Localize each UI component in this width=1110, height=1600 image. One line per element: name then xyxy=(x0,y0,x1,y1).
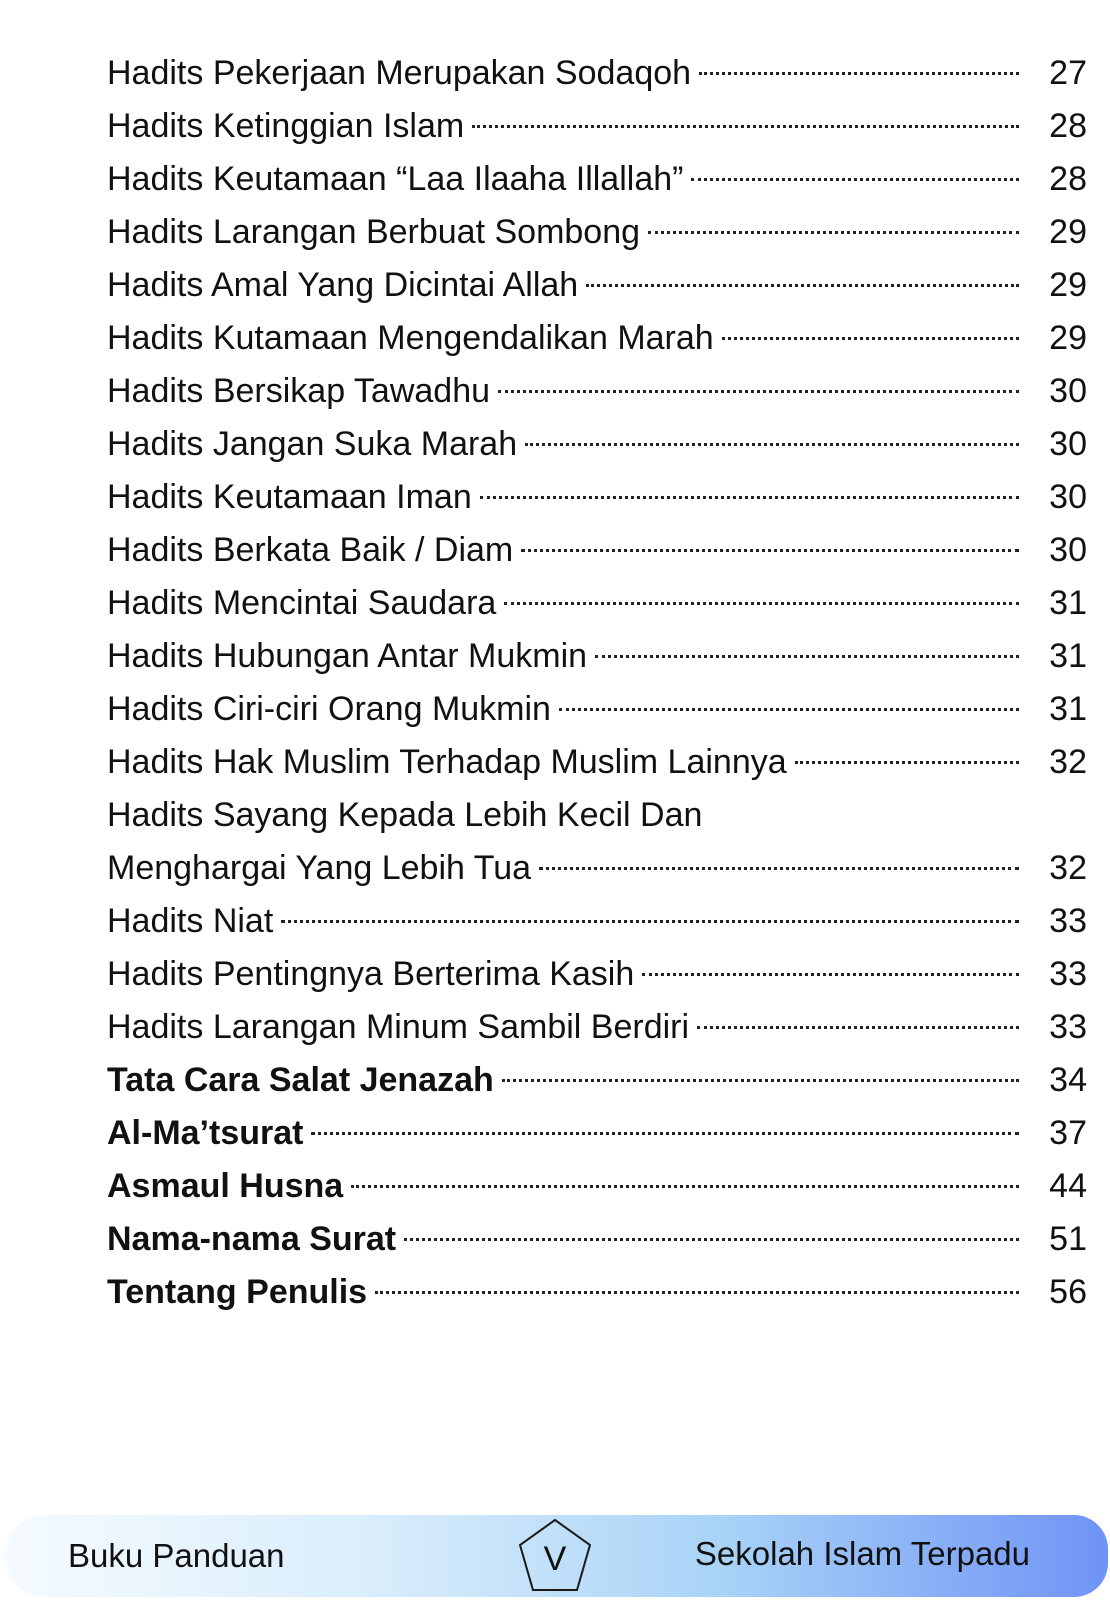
dot-leader xyxy=(472,125,1019,128)
toc-entry-page: 30 xyxy=(1049,531,1087,569)
toc-entry-page: 30 xyxy=(1049,425,1087,463)
toc-entry xyxy=(107,312,1087,365)
toc-entry xyxy=(107,47,1087,100)
toc-entry xyxy=(107,365,1087,418)
toc-entry-page: 34 xyxy=(1049,1061,1087,1099)
toc-entry-title: Hadits Keutamaan “Laa Ilaaha Illallah” xyxy=(107,160,684,198)
toc-entry-page: 44 xyxy=(1049,1167,1087,1205)
dot-leader xyxy=(648,231,1019,234)
toc-entry-page: 29 xyxy=(1049,266,1087,304)
dot-leader xyxy=(311,1132,1019,1135)
toc-entry-page: 33 xyxy=(1049,1008,1087,1046)
footer-school-name: Sekolah Islam Terpadu xyxy=(694,1535,1030,1572)
toc-entry-page: 32 xyxy=(1049,849,1087,887)
toc-entry xyxy=(107,895,1087,948)
toc-entry-title: Hadits Mencintai Saudara xyxy=(107,584,497,622)
dot-leader xyxy=(480,496,1019,499)
toc-entry-page: 33 xyxy=(1049,955,1087,993)
toc-entry xyxy=(107,206,1087,259)
dot-leader xyxy=(586,284,1019,287)
toc-entry xyxy=(107,153,1087,206)
toc-entry-title: Nama-nama Surat xyxy=(107,1220,397,1258)
dot-leader xyxy=(504,602,1019,605)
toc-entry-title: Menghargai Yang Lebih Tua xyxy=(107,849,532,887)
dot-leader xyxy=(699,72,1019,75)
toc-entry xyxy=(107,1160,1087,1213)
toc-entry-title: Hadits Bersikap Tawadhu xyxy=(107,372,491,410)
dot-leader xyxy=(722,337,1019,340)
toc-entry-title: Hadits Pekerjaan Merupakan Sodaqoh xyxy=(107,54,692,92)
toc-entry-title: Hadits Larangan Minum Sambil Berdiri xyxy=(107,1008,690,1046)
toc-entry-title: Asmaul Husna xyxy=(107,1167,344,1205)
toc-entry-page: 33 xyxy=(1049,902,1087,940)
toc-entry-title: Hadits Berkata Baik / Diam xyxy=(107,531,514,569)
dot-leader xyxy=(559,708,1019,711)
toc-entry xyxy=(107,524,1087,577)
toc-entry xyxy=(107,100,1087,153)
toc-entry xyxy=(107,1266,1087,1319)
toc-entry-page: 32 xyxy=(1049,743,1087,781)
toc-entry-page: 28 xyxy=(1049,160,1087,198)
toc-entry-title: Hadits Keutamaan Iman xyxy=(107,478,472,516)
dot-leader xyxy=(697,1026,1019,1029)
dot-leader xyxy=(539,867,1019,870)
toc-entry xyxy=(107,1213,1087,1266)
dot-leader xyxy=(281,920,1019,923)
toc-entry-title: Al-Ma’tsurat xyxy=(107,1114,304,1152)
toc-entry xyxy=(107,471,1087,524)
toc-entry-page: 56 xyxy=(1049,1273,1087,1311)
toc-entry xyxy=(107,736,1087,789)
toc-entry-page: 30 xyxy=(1049,478,1087,516)
dot-leader xyxy=(502,1079,1019,1082)
toc-entry-page: 31 xyxy=(1049,637,1087,675)
toc-entry xyxy=(107,789,1087,842)
toc-entry-page: 51 xyxy=(1049,1220,1087,1258)
table-of-contents xyxy=(107,47,1087,1319)
toc-entry-title: Hadits Pentingnya Berterima Kasih xyxy=(107,955,635,993)
dot-leader xyxy=(595,655,1019,658)
toc-entry-title: Hadits Hubungan Antar Mukmin xyxy=(107,637,588,675)
toc-entry-page: 27 xyxy=(1049,54,1087,92)
toc-entry-page: 30 xyxy=(1049,372,1087,410)
toc-entry-title: Hadits Hak Muslim Terhadap Muslim Lainnya xyxy=(107,743,787,781)
dot-leader xyxy=(404,1238,1019,1241)
dot-leader xyxy=(351,1185,1019,1188)
toc-entry-title: Hadits Larangan Berbuat Sombong xyxy=(107,213,641,251)
dot-leader xyxy=(375,1291,1019,1294)
dot-leader xyxy=(795,761,1019,764)
toc-entry-page: 31 xyxy=(1049,690,1087,728)
dot-leader xyxy=(525,443,1019,446)
toc-entry-title: Tata Cara Salat Jenazah xyxy=(107,1061,494,1099)
toc-entry-title: Hadits Ketinggian Islam xyxy=(107,107,465,145)
toc-entry xyxy=(107,842,1087,895)
toc-entry-page: 28 xyxy=(1049,107,1087,145)
toc-entry-title: Hadits Niat xyxy=(107,902,274,940)
dot-leader xyxy=(642,973,1019,976)
toc-entry-title: Hadits Sayang Kepada Lebih Kecil Dan xyxy=(107,796,703,834)
toc-entry xyxy=(107,630,1087,683)
toc-entry-title: Hadits Kutamaan Mengendalikan Marah xyxy=(107,319,714,357)
footer-book-title: Buku Panduan xyxy=(68,1537,285,1574)
toc-entry xyxy=(107,577,1087,630)
footer-band xyxy=(4,1515,1108,1597)
toc-entry xyxy=(107,418,1087,471)
toc-entry xyxy=(107,1107,1087,1160)
toc-entry xyxy=(107,1054,1087,1107)
toc-entry-title: Hadits Ciri-ciri Orang Mukmin xyxy=(107,690,551,728)
toc-entry xyxy=(107,1001,1087,1054)
dot-leader xyxy=(498,390,1019,393)
toc-entry-page: 29 xyxy=(1049,319,1087,357)
dot-leader xyxy=(521,549,1019,552)
toc-entry-title: Tentang Penulis xyxy=(107,1273,368,1311)
toc-entry-page: 29 xyxy=(1049,213,1087,251)
toc-entry-page: 37 xyxy=(1049,1114,1087,1152)
toc-entry-page: 31 xyxy=(1049,584,1087,622)
toc-entry-title: Hadits Amal Yang Dicintai Allah xyxy=(107,266,579,304)
toc-entry-title: Hadits Jangan Suka Marah xyxy=(107,425,518,463)
page-number-badge xyxy=(517,1517,593,1593)
toc-entry xyxy=(107,259,1087,312)
toc-entry xyxy=(107,683,1087,736)
page-number: V xyxy=(543,1540,567,1578)
dot-leader xyxy=(691,178,1019,181)
toc-entry xyxy=(107,948,1087,1001)
